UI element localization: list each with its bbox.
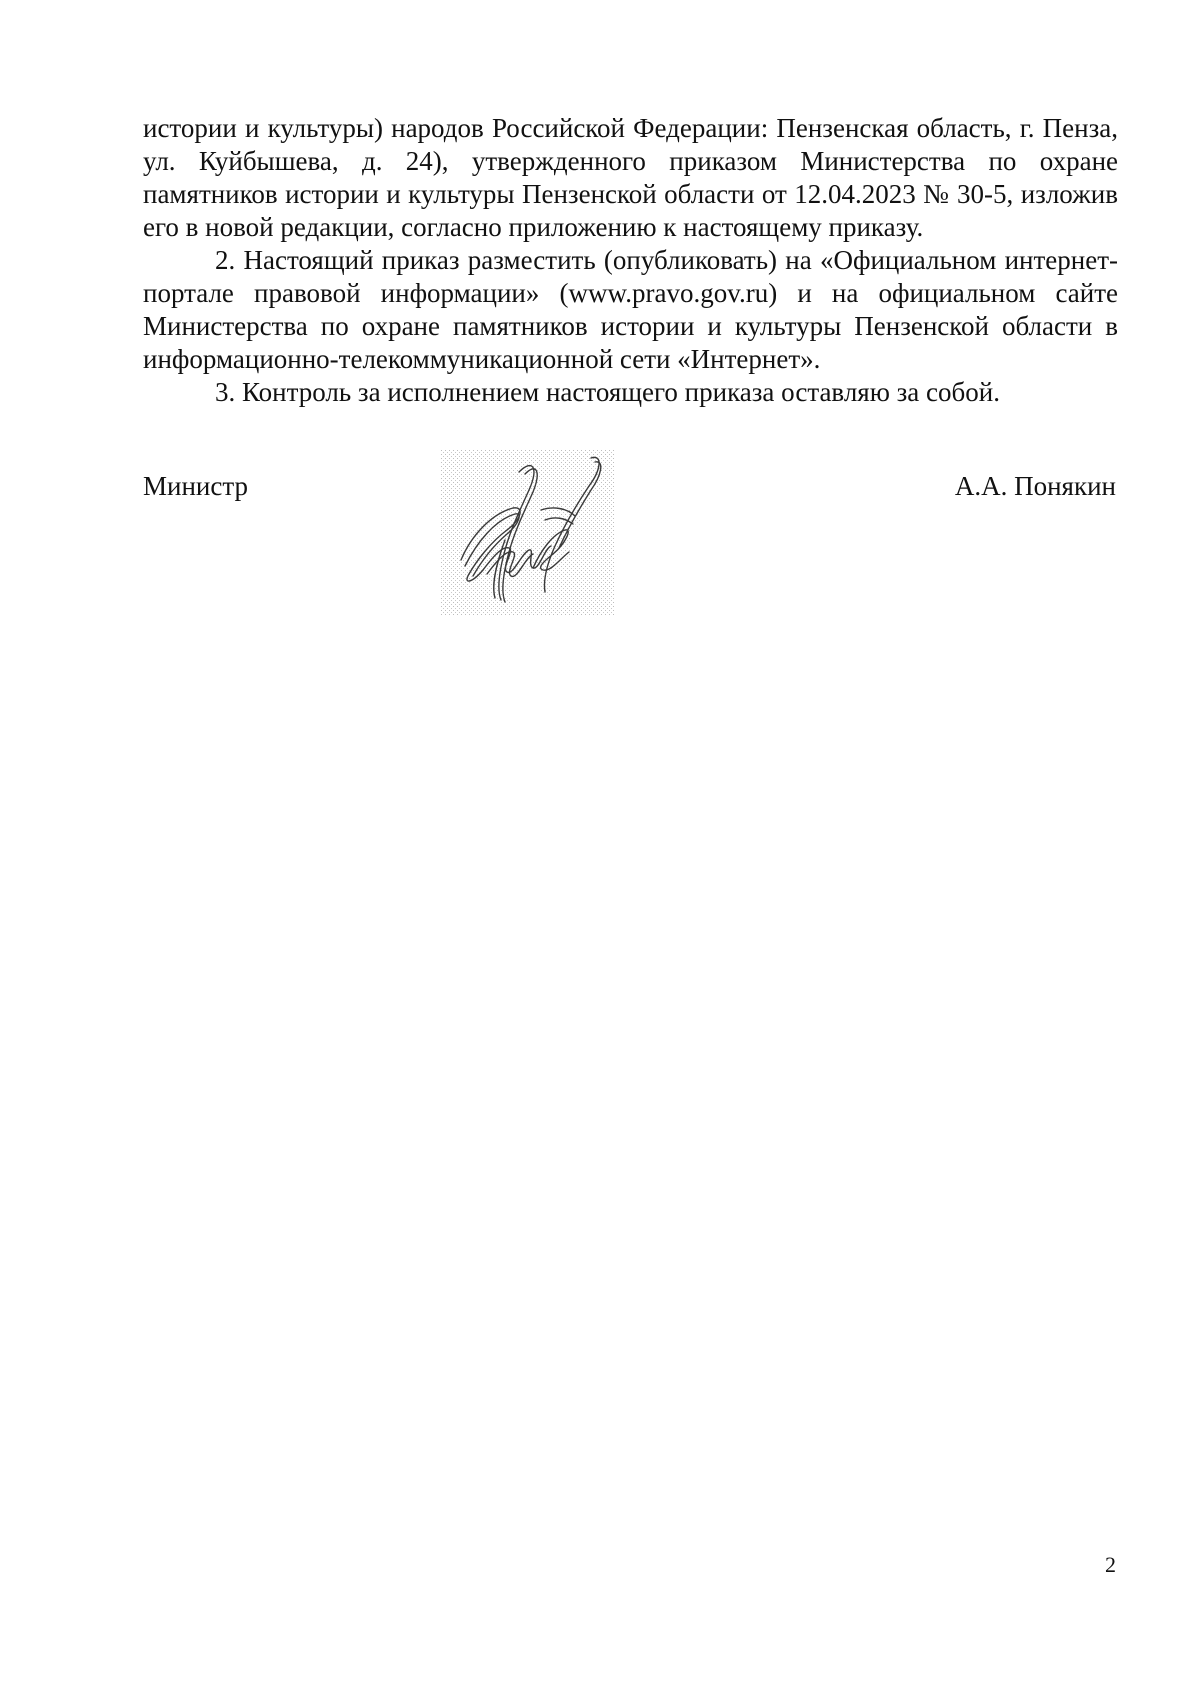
document-body xyxy=(143,112,1118,409)
signer-name: А.А. Понякин xyxy=(954,471,1116,501)
paragraph-item-3: 3. Контроль за исполнением настоящего приказа оставляю за собой. xyxy=(215,377,1000,407)
signer-position: Министр xyxy=(143,471,248,501)
paragraph-item-2: 2. Настоящий приказ разместить (опубликовать) на «Официальном интернет-портале правовой информации» (www.pravo.gov.ru) и на официальном сайте Министерства по охране памятников истории и культуры Пензенской области в информационно-телекоммуникационной сети «Интернет». xyxy=(143,245,1118,374)
page-number: 2 xyxy=(1105,1552,1116,1577)
handwritten-signature xyxy=(441,450,615,616)
paragraph-continuation: истории и культуры) народов Российской Федерации: Пензенская область, г. Пенза, ул. Куйбышева, д. 24), утвержденного приказом Министерства по охране памятников истории и культуры Пензенской области от 12.04.2023 № 30-5, изложив его в новой редакции, согласно приложению к настоящему приказу. xyxy=(143,113,1118,242)
